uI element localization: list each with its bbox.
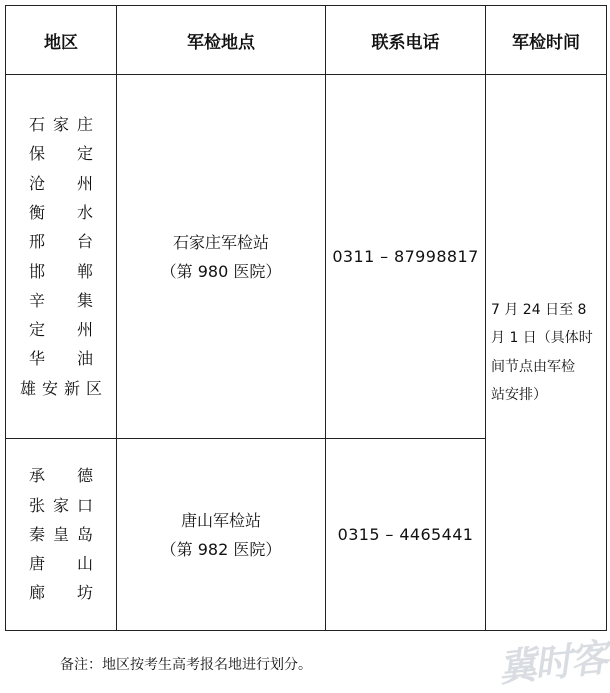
time-line: 7 月 24 日至 8 [491,301,587,318]
time-cell [486,75,606,630]
region-name: 沧 州 [29,173,93,193]
header-phone: 联系电话 [371,32,440,53]
region-name: 承 德 [29,466,93,486]
header-time: 军检时间 [512,32,580,53]
region-name: 石家庄 [29,115,93,135]
phone-cell-group-2: 0315 – 4465441 [337,525,474,544]
time-line: 月 1 日（具体时 [491,330,593,346]
header-location: 军检地点 [187,32,255,53]
region-name: 唐 山 [29,554,93,574]
location-name: 石家庄军检站 [172,232,269,252]
military-check-table [5,5,607,631]
location-cell-group-2 [117,439,325,630]
region-name: 保 定 [29,144,93,164]
region-name: 秦皇岛 [29,524,93,544]
region-name: 邯 郸 [29,261,93,281]
region-name: 华 油 [29,349,93,369]
region-list [29,461,93,607]
region-name: 雄安新区 [20,378,102,398]
region-cell-group-2 [6,439,116,630]
location-hospital: （第 980 医院） [160,261,282,281]
time-line: 站安排） [491,387,547,403]
phone-cell-group-1: 0311 – 87998817 [332,247,479,266]
region-name: 辛 集 [29,290,93,310]
time-line: 间节点由军检 [491,358,575,375]
location-name: 唐山军检站 [180,510,261,530]
table-border-right [606,5,607,631]
region-cell-group-1 [6,75,116,438]
table-footnote: 备注：地区按考生高考报名地进行划分。 [60,657,312,673]
location-cell-group-1 [117,75,325,438]
region-name: 衡 水 [29,202,93,222]
location-hospital: （第 982 医院） [160,539,282,559]
region-name: 邢 台 [29,232,93,252]
watermark-logo: 冀时客 [496,635,609,691]
header-region: 地区 [44,32,78,53]
region-name: 廊 坊 [29,583,93,603]
region-name: 定 州 [29,320,93,340]
time-text [491,296,601,410]
table-border-bottom [5,630,607,631]
region-list [20,110,102,403]
region-name: 张家口 [29,495,93,515]
